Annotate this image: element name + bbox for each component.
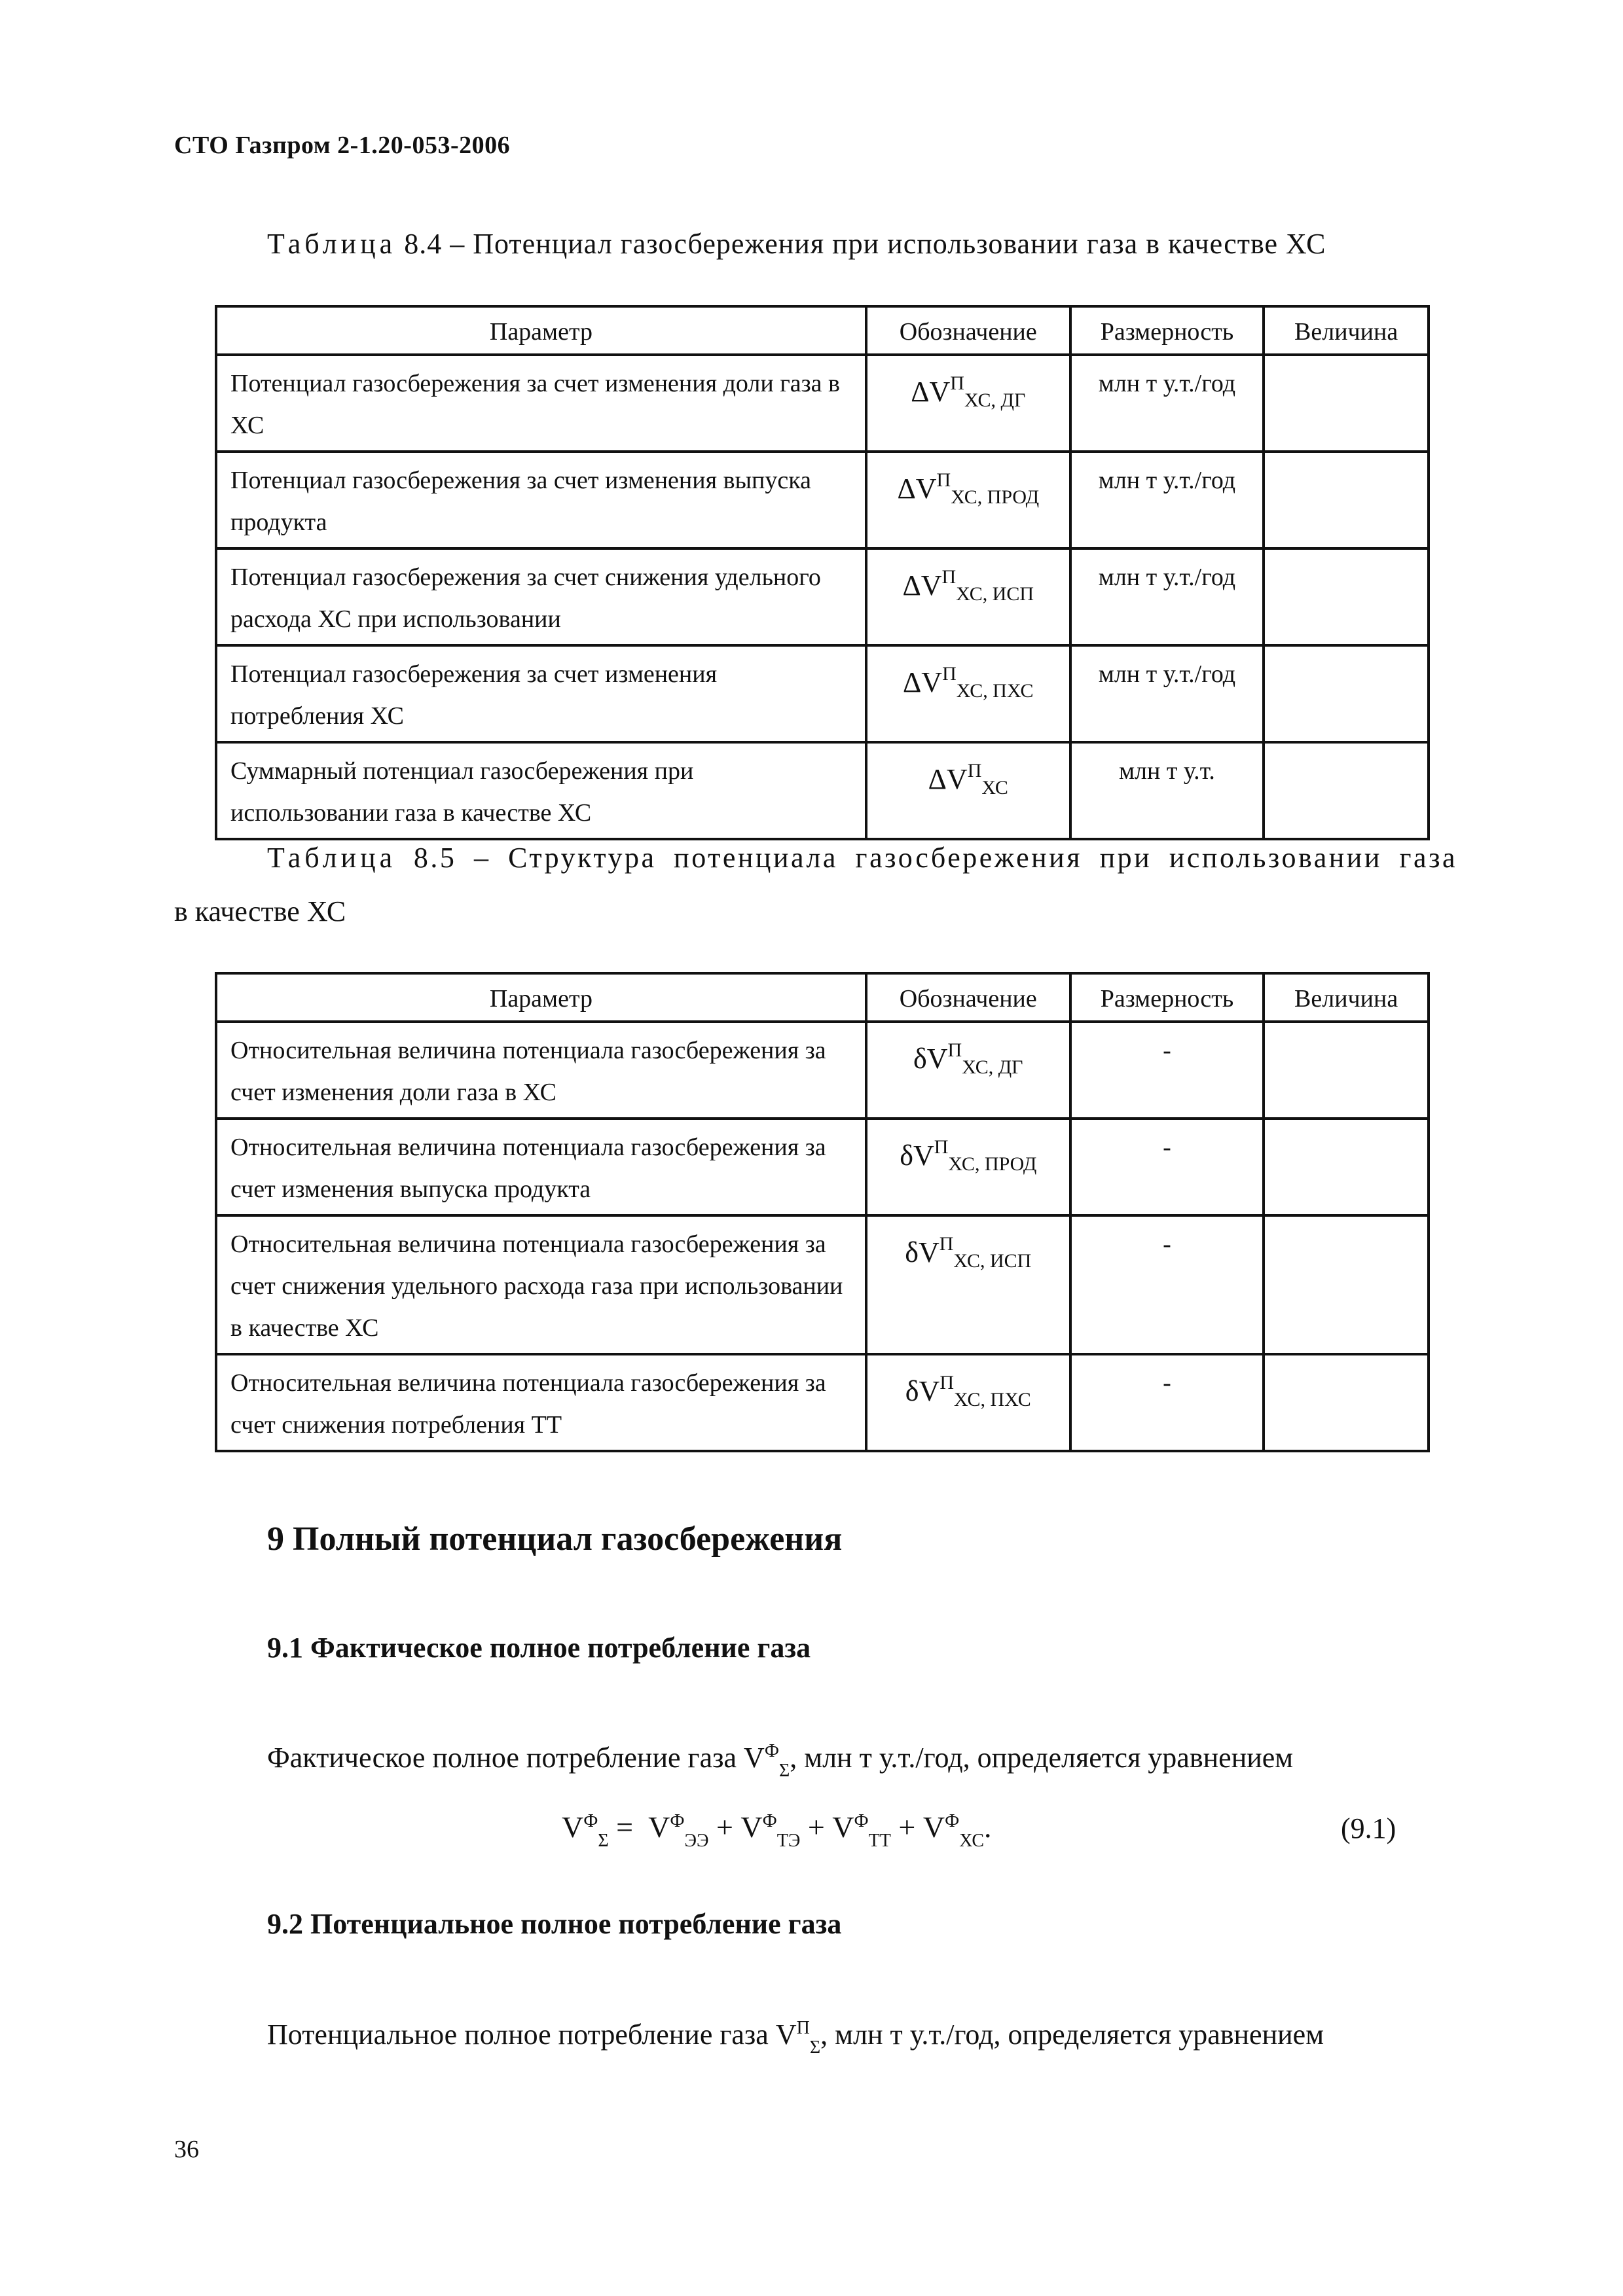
table1-caption-prefix: Таблица <box>267 228 397 260</box>
value-cell <box>1264 1354 1429 1451</box>
table-row <box>216 1119 1429 1215</box>
table1-col-unit: Размерность <box>1070 306 1264 355</box>
symbol-cell: $\Delta V^П_{ХС, ПХС}$ <box>866 645 1070 742</box>
unit-cell: млн т у.т./год <box>1070 355 1264 452</box>
table1-header-row <box>216 306 1429 355</box>
value-cell <box>1264 452 1429 548</box>
table-8-4 <box>215 305 1430 840</box>
symbol-cell: $\Delta V^П_{ХС}$ <box>866 742 1070 839</box>
section-9-2-paragraph: Потенциальное полное потребление газа $V^П_\Sigma$, млн т у.т./год, определяется уравнением <box>267 2018 1324 2058</box>
value-cell <box>1264 742 1429 839</box>
unit-cell: млн т у.т./год <box>1070 452 1264 548</box>
symbol-cell: $\delta V^П_{ХС, ДГ}$ <box>866 1022 1070 1119</box>
page-number: 36 <box>174 2136 199 2163</box>
param-cell: Относительная величина потенциала газосбережения за счет снижения потребления ТТ <box>216 1354 866 1451</box>
symbol-cell: $\delta V^П_{ХС, ПРОД}$ <box>866 1119 1070 1215</box>
table1-caption <box>267 227 1326 260</box>
param-cell: Потенциал газосбережения за счет снижения удельного расхода ХС при использовании <box>216 548 866 645</box>
unit-cell: - <box>1070 1119 1264 1215</box>
table-row <box>216 548 1429 645</box>
table-row <box>216 1354 1429 1451</box>
table1-caption-text: 8.4 – Потенциал газосбережения при использовании газа в качестве ХС <box>404 228 1326 260</box>
symbol-cell: $\delta V^П_{ХС, ПХС}$ <box>866 1354 1070 1451</box>
table-row <box>216 355 1429 452</box>
param-cell: Суммарный потенциал газосбережения при использовании газа в качестве ХС <box>216 742 866 839</box>
value-cell <box>1264 645 1429 742</box>
table-8-5 <box>215 972 1430 1452</box>
value-cell <box>1264 1022 1429 1119</box>
table-row <box>216 1022 1429 1119</box>
table-row <box>216 1215 1429 1354</box>
param-cell: Потенциал газосбережения за счет изменения выпуска продукта <box>216 452 866 548</box>
table-row <box>216 645 1429 742</box>
section-9-1-paragraph: Фактическое полное потребление газа $V^Ф_\Sigma$, млн т у.т./год, определяется уравнением <box>267 1741 1294 1781</box>
table1-col-param: Параметр <box>216 306 866 355</box>
table1-col-value: Величина <box>1264 306 1429 355</box>
table2-col-param: Параметр <box>216 973 866 1022</box>
table-row <box>216 742 1429 839</box>
unit-cell: млн т у.т. <box>1070 742 1264 839</box>
table2-caption-line2: в качестве ХС <box>174 895 346 927</box>
symbol-cell: $\Delta V^П_{ХС, ДГ}$ <box>866 355 1070 452</box>
value-cell <box>1264 1119 1429 1215</box>
table2-caption-line1: Таблица 8.5 – Структура потенциала газосбережения при использовании газа <box>267 842 1457 874</box>
section-9-title: 9 Полный потенциал газосбережения <box>267 1520 843 1558</box>
param-cell: Потенциал газосбережения за счет изменения потребления ХС <box>216 645 866 742</box>
section-9-1-title: 9.1 Фактическое полное потребление газа <box>267 1632 811 1664</box>
table1-col-symbol: Обозначение <box>866 306 1070 355</box>
table2-caption <box>174 831 1457 939</box>
param-cell: Относительная величина потенциала газосбережения за счет изменения доли газа в ХС <box>216 1022 866 1119</box>
table2-header-row <box>216 973 1429 1022</box>
value-cell <box>1264 355 1429 452</box>
table2-col-symbol: Обозначение <box>866 973 1070 1022</box>
unit-cell: - <box>1070 1022 1264 1119</box>
table-row <box>216 452 1429 548</box>
section-9-2-title: 9.2 Потенциальное полное потребление газа <box>267 1908 842 1940</box>
value-cell <box>1264 1215 1429 1354</box>
symbol-cell: $\delta V^П_{ХС, ИСП}$ <box>866 1215 1070 1354</box>
unit-cell: - <box>1070 1215 1264 1354</box>
table2-col-unit: Размерность <box>1070 973 1264 1022</box>
param-cell: Относительная величина потенциала газосбережения за счет снижения удельного расхода газа при использовании в качестве ХС <box>216 1215 866 1354</box>
unit-cell: млн т у.т./год <box>1070 548 1264 645</box>
param-cell: Относительная величина потенциала газосбережения за счет изменения выпуска продукта <box>216 1119 866 1215</box>
symbol-cell: $\Delta V^П_{ХС, ПРОД}$ <box>866 452 1070 548</box>
equation-number: (9.1) <box>1341 1812 1396 1844</box>
unit-cell: - <box>1070 1354 1264 1451</box>
symbol-cell: $\Delta V^П_{ХС, ИСП}$ <box>866 548 1070 645</box>
table2-col-value: Величина <box>1264 973 1429 1022</box>
value-cell <box>1264 548 1429 645</box>
document-header: СТО Газпром 2-1.20-053-2006 <box>174 132 511 159</box>
equation-9-1: $V^Ф_\Sigma = V^Ф_{ЭЭ} + V^Ф_{ТЭ} + V^Ф_{ТТ} + V^Ф_{ХС}$. <box>562 1810 992 1851</box>
param-cell: Потенциал газосбережения за счет изменения доли газа в ХС <box>216 355 866 452</box>
unit-cell: млн т у.т./год <box>1070 645 1264 742</box>
